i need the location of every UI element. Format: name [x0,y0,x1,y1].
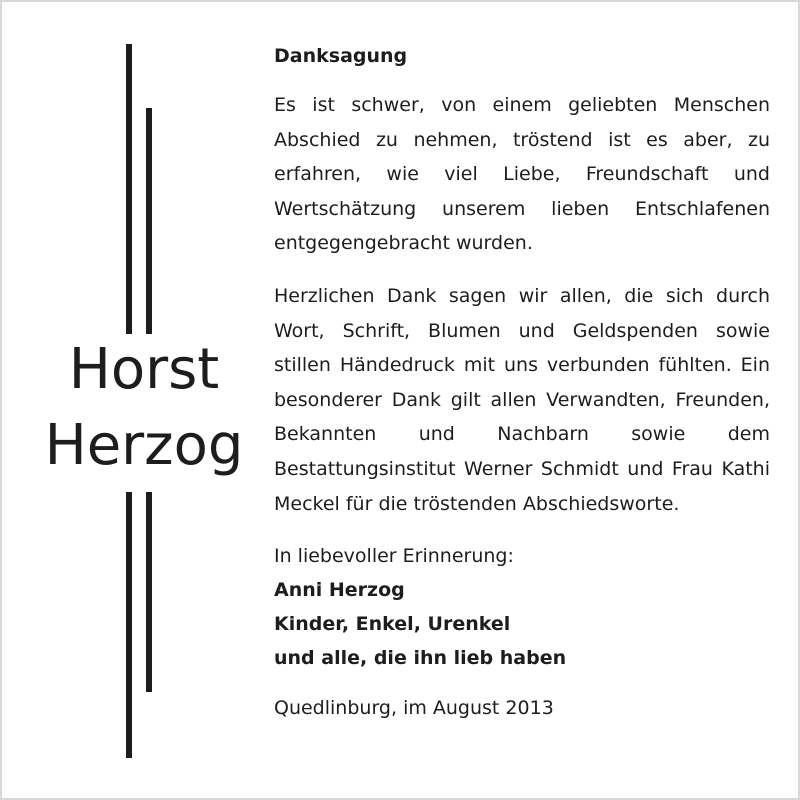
deceased-last-name: Herzog [44,413,244,478]
signatory-widow: Anni Herzog [274,579,405,602]
deceased-first-name: Horst [68,337,220,402]
paragraph-condolence: Es ist schwer, von einem geliebten Menschen Abschied zu nehmen, tröstend ist es aber, zu erfahren, wie viel Liebe, Freundschaft und Wertschätzung unserem lieben Entschlafenen entgegengebracht wurden. [274,94,770,255]
decorative-bar-right-lower [146,492,152,692]
decorative-bar-left-lower [126,492,132,758]
message-column [274,40,770,725]
decorative-bar-left-upper [126,44,132,334]
notice-heading: Danksagung [274,45,408,67]
signatory-all: und alle, die ihn lieb haben [274,647,567,670]
signatory-family: Kinder, Enkel, Urenkel [274,613,511,636]
paragraph-thanks: Herzlichen Dank sagen wir allen, die sich durch Wort, Schrift, Blumen und Geldspenden sowie stillen Händedruck mit uns verbunden fühlten. Ein besonderer Dank gilt allen Verwandten, Freunden, Bekannten und Nachbarn sowie dem Bestattungsinstitut Werner Schmidt und Frau Kathi Meckel für die tröstenden Abschiedsworte. [274,284,770,515]
closing-line: In liebevoller Erinnerung: [274,545,514,568]
place-date: Quedlinburg, im August 2013 [274,697,554,720]
decorative-bar-right-upper [146,108,152,334]
